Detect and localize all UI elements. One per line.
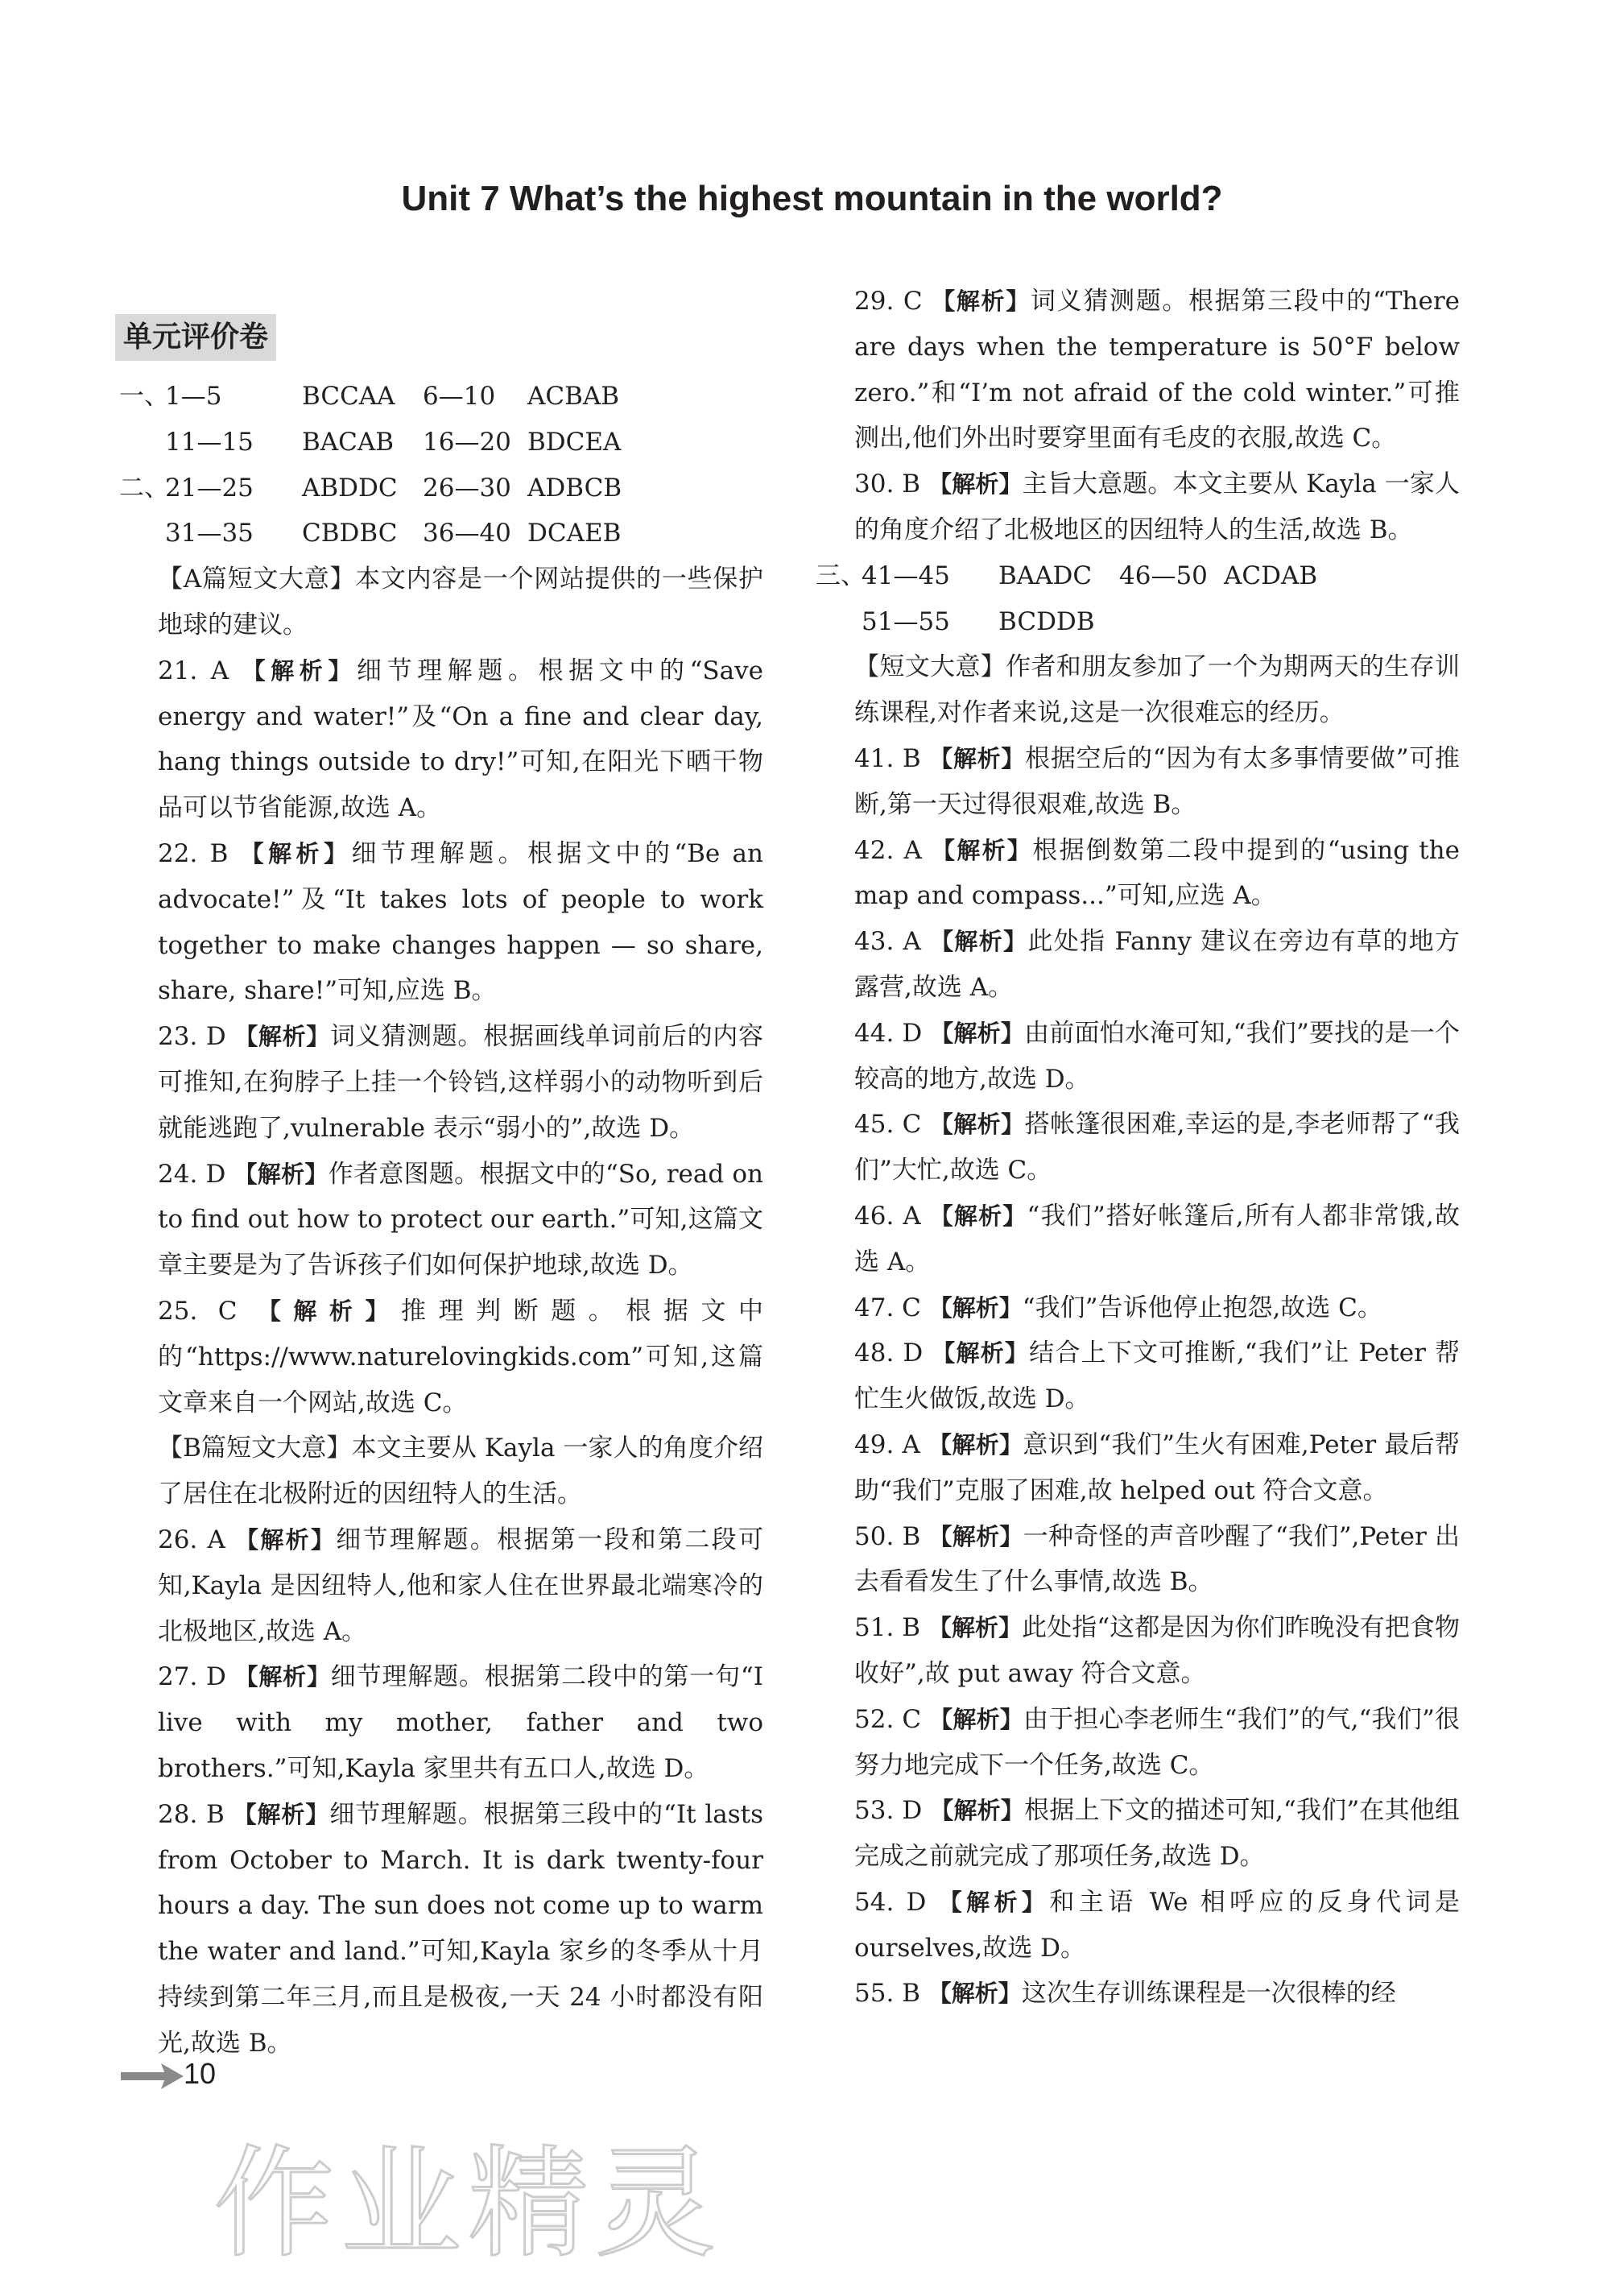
answer-range: 6—10	[423, 382, 496, 411]
explanation-47: 47. C 【解析】“我们”告诉他停止抱怨,故选 C。	[854, 1293, 1382, 1322]
passage-summary: 【短文大意】作者和朋友参加了一个为期两天的生存训练课程,对作者来说,这是一次很难忘的经历。	[854, 652, 1460, 728]
analysis-marker: 【解析】	[938, 1888, 1050, 1916]
analysis-marker: 【解析】	[929, 744, 1026, 772]
analysis-marker: 【解析】	[928, 1430, 1023, 1459]
analysis-marker: 【解析】	[928, 1980, 1022, 2008]
answer-range: 26—30	[423, 473, 511, 503]
section-label: 单元评价卷	[115, 314, 276, 361]
part-prefix: 二、	[119, 473, 169, 503]
analysis-marker: 【解析】	[242, 656, 357, 685]
explanation-23: 23. D 【解析】词义猜测题。根据画线单词前后的内容可推知,在狗脖子上挂一个铃铛,这样弱小的动物听到后就能逃跑了,vulnerable 表示“弱小的”,故选 D。	[158, 1022, 763, 1143]
answer-row-1	[119, 374, 763, 420]
analysis-marker: 【解析】	[930, 1019, 1025, 1047]
answer-keys: ACDAB	[1224, 561, 1318, 590]
explanation-27: 27. D 【解析】细节理解题。根据第二段中的第一句“I live with my mother, father and two brothers.”可知,Kayla 家里共有五口人,故选 D。	[158, 1662, 763, 1783]
page-number: 10	[184, 2057, 217, 2090]
explanation-50: 50. B 【解析】一种奇怪的声音吵醒了“我们”,Peter 出去看看发生了什么事情,故选 B。	[854, 1521, 1460, 1597]
answer-row-4	[119, 511, 763, 557]
explanation-53: 53. D 【解析】根据上下文的描述可知,“我们”在其他组完成之前就完成了那项任务,故选 D。	[854, 1796, 1460, 1872]
explanation-43: 43. A 【解析】此处指 Fanny 建议在旁边有草的地方露营,故选 A。	[854, 927, 1460, 1002]
answer-keys: BDCEA	[527, 427, 622, 457]
answer-row-5	[816, 553, 1460, 599]
explanation-55: 55. B 【解析】这次生存训练课程是一次很棒的经	[854, 1979, 1396, 2009]
answer-row-2	[119, 420, 763, 466]
right-column	[816, 279, 1460, 2017]
analysis-marker: 【解析】	[928, 1293, 1023, 1322]
analysis-marker: 【解析】	[233, 1800, 330, 1828]
answer-keys: DCAEB	[527, 519, 622, 548]
answer-range: 16—20	[423, 427, 511, 457]
explanation-26: 26. A 【解析】细节理解题。根据第一段和第二段可知,Kayla 是因纽特人,他和家人住在世界最北端寒冷的北极地区,故选 A。	[158, 1525, 763, 1646]
answer-row-6	[816, 599, 1460, 645]
watermark-text: 作业精灵	[213, 2134, 723, 2274]
explanation-48: 48. D 【解析】结合上下文可推断,“我们”让 Peter 帮忙生火做饭,故选 D。	[854, 1339, 1460, 1414]
explanation-22: 22. B 【解析】细节理解题。根据文中的“Be an advocate!”及“It takes lots of people to work together to make changes happen — so share, share, share!”可知,应选 B。	[158, 838, 763, 1006]
analysis-marker: 【解析】	[929, 1202, 1027, 1230]
passage-summary-b: 【B篇短文大意】本文主要从 Kayla 一家人的角度介绍了居住在北极附近的因纽特人的生活。	[158, 1434, 763, 1509]
part-prefix: 三、	[816, 561, 866, 590]
analysis-marker: 【解析】	[233, 1160, 329, 1188]
analysis-marker: 【解析】	[235, 1525, 337, 1554]
left-column	[119, 314, 763, 2066]
answer-range: 41—45	[862, 561, 950, 590]
answer-range: 31—35	[165, 519, 254, 548]
analysis-marker: 【解析】	[234, 1023, 330, 1051]
answer-keys: ADBCB	[527, 473, 622, 503]
explanation-52: 52. C 【解析】由于担心李老师生“我们”的气,“我们”很努力地完成下一个任务,故选 C。	[854, 1704, 1460, 1780]
analysis-marker: 【解析】	[929, 1111, 1025, 1139]
analysis-marker: 【解析】	[928, 1522, 1023, 1550]
answer-keys: CBDBC	[302, 519, 398, 548]
analysis-marker: 【解析】	[928, 470, 1023, 499]
analysis-marker: 【解析】	[930, 928, 1028, 956]
explanation-24: 24. D 【解析】作者意图题。根据文中的“So, read on to find out how to protect our earth.”可知,这篇文章主要是为了告诉孩子们如何保护地球,故选 D。	[158, 1159, 763, 1281]
answer-keys: ABDDC	[302, 473, 398, 503]
answer-range: 46—50	[1119, 561, 1208, 590]
part-prefix: 一、	[119, 382, 169, 411]
answer-range: 1—5	[165, 382, 222, 411]
explanation-54: 54. D 【解析】和主语 We 相呼应的反身代词是 ourselves,故选 D。	[854, 1887, 1460, 1963]
answer-row-3	[119, 466, 763, 511]
answer-keys: BCDDB	[998, 606, 1095, 636]
answer-range: 11—15	[165, 427, 254, 457]
explanation-51: 51. B 【解析】此处指“这都是因为你们昨晚没有把食物收好”,故 put away 符合文意。	[854, 1613, 1460, 1688]
explanation-44: 44. D 【解析】由前面怕水淹可知,“我们”要找的是一个较高的地方,故选 D。	[854, 1018, 1460, 1094]
page-arrow-icon	[121, 2062, 184, 2091]
answer-keys: BCCAA	[302, 382, 395, 411]
analysis-marker: 【解析】	[932, 836, 1033, 864]
analysis-marker: 【解析】	[257, 1297, 402, 1325]
explanation-21: 21. A 【解析】细节理解题。根据文中的“Save energy and water!”及“On a fine and clear day, hang things outside to dry!”可知,在阳光下晒干物品可以节省能源,故选 A。	[158, 656, 763, 823]
analysis-marker: 【解析】	[932, 1339, 1030, 1368]
page-title: Unit 7 What’s the highest mountain in the world?	[401, 179, 1223, 218]
analysis-marker: 【解析】	[234, 1663, 331, 1691]
answer-keys: BAADC	[998, 561, 1093, 590]
explanation-29: 29. C 【解析】词义猜测题。根据第三段中的“There are days when the temperature is 50°F below zero.”和“I’m not afraid of the cold winter.”可推测出,他们外出时要穿里面有毛皮的衣服,故选 C。	[854, 287, 1460, 453]
analysis-marker: 【解析】	[928, 1614, 1023, 1642]
answer-keys: ACBAB	[527, 382, 620, 411]
explanation-49: 49. A 【解析】意识到“我们”生火有困难,Peter 最后帮助“我们”克服了困难,故 helped out 符合文意。	[854, 1430, 1460, 1505]
explanation-30: 30. B 【解析】主旨大意题。本文主要从 Kayla 一家人的角度介绍了北极地区的因纽特人的生活,故选 B。	[854, 470, 1460, 544]
answer-range: 36—40	[423, 519, 511, 548]
explanation-46: 46. A 【解析】“我们”搭好帐篷后,所有人都非常饿,故选 A。	[854, 1201, 1460, 1277]
explanation-25: 25. C 【解析】推理判断题。根据文中的“https://www.naturelovingkids.com”可知,这篇文章来自一个网站,故选 C。	[158, 1296, 763, 1417]
analysis-marker: 【解析】	[240, 839, 352, 867]
explanation-45: 45. C 【解析】搭帐篷很困难,幸运的是,李老师帮了“我们”大忙,故选 C。	[854, 1110, 1460, 1186]
answer-range: 51—55	[862, 606, 950, 636]
analysis-marker: 【解析】	[929, 1705, 1023, 1733]
passage-summary-a: 【A篇短文大意】本文内容是一个网站提供的一些保护地球的建议。	[158, 565, 763, 639]
analysis-marker: 【解析】	[930, 1797, 1025, 1825]
explanation-41: 41. B 【解析】根据空后的“因为有太多事情要做”可推断,第一天过得很艰难,故选 B。	[854, 743, 1460, 819]
explanation-28: 28. B 【解析】细节理解题。根据第三段中的“It lasts from October to March. It is dark twenty-four hours a day. The sun does not come up to warm the water and land.”可知,Kayla 家乡的冬季从十月持续到第二年三月,而且是极夜,一天 24 小时都没有阳光,故选 B。	[158, 1799, 763, 2058]
explanation-42: 42. A 【解析】根据倒数第二段中提到的“using the map and compass...”可知,应选 A。	[854, 835, 1460, 911]
answer-range: 21—25	[165, 473, 254, 503]
answer-keys: BACAB	[302, 427, 395, 457]
analysis-marker: 【解析】	[932, 288, 1031, 315]
